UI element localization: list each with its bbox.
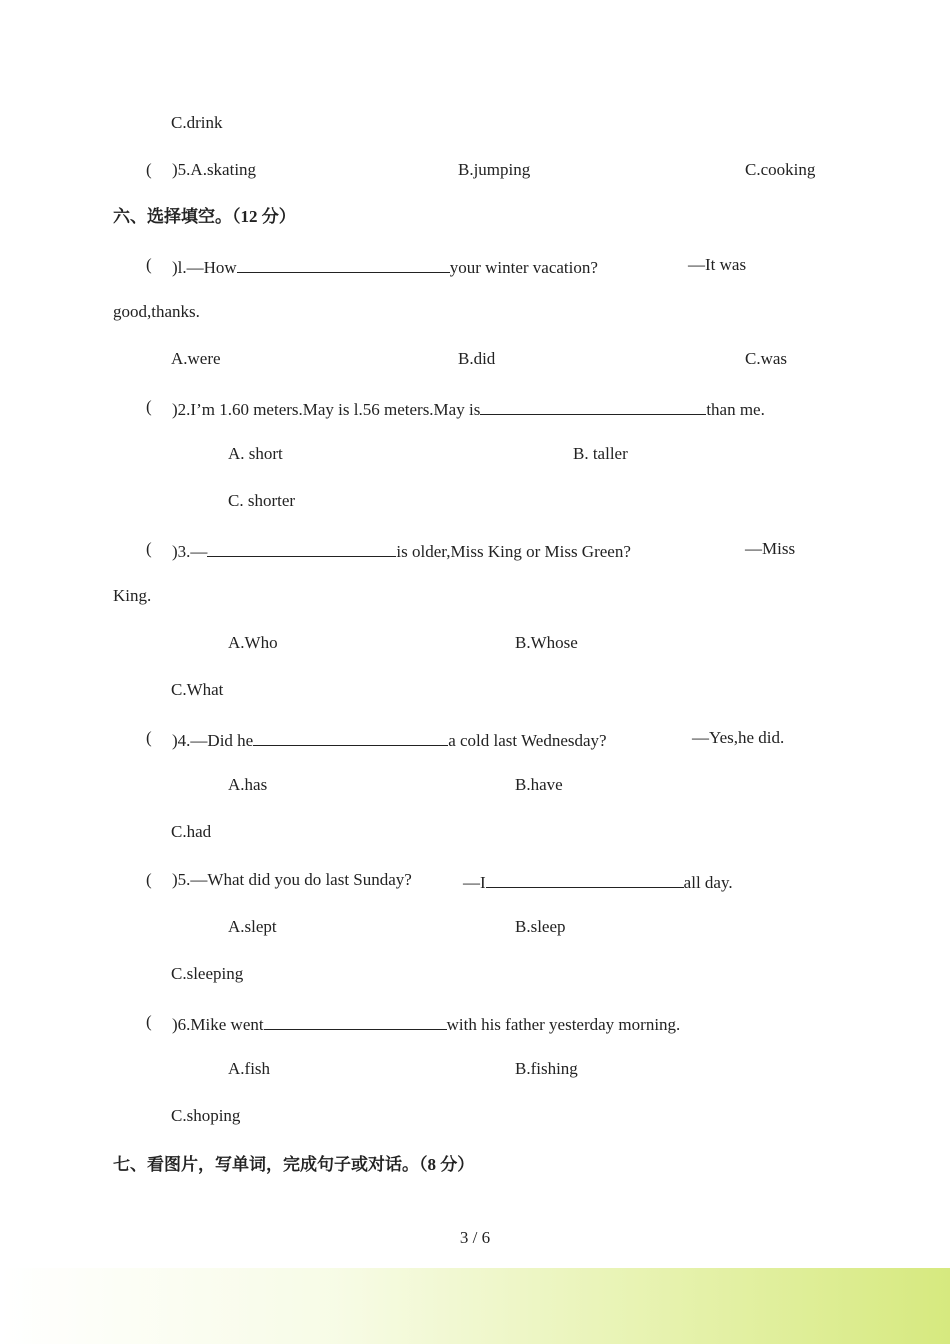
question-line — [172, 397, 765, 420]
reply-text: —Yes,he did. — [692, 728, 785, 747]
option-c: C.What — [171, 680, 224, 699]
option-c: C. shorter — [228, 491, 296, 510]
answer-blank[interactable] — [253, 728, 448, 746]
question-text: )5.—What did you do last Sunday? — [172, 870, 412, 889]
question-text: )l.—How — [172, 258, 237, 277]
question-text: —I — [463, 873, 486, 892]
question-line — [463, 870, 733, 893]
question-text: than me. — [706, 400, 765, 419]
question-text: )4.—Did he — [172, 731, 254, 750]
question-text: )5.A.skating — [172, 160, 257, 179]
option-a: A.were — [171, 349, 221, 368]
question-text: )3.— — [172, 542, 208, 561]
option-b: B. taller — [573, 444, 628, 463]
option-a: A.fish — [228, 1059, 271, 1078]
answer-paren: ( — [146, 160, 152, 179]
option-b: B.did — [458, 349, 496, 368]
answer-paren: ( — [146, 397, 152, 416]
option-a: A.has — [228, 775, 268, 794]
question-line — [172, 728, 607, 751]
option-c: C.sleeping — [171, 964, 244, 983]
option-b: B.Whose — [515, 633, 578, 652]
page-number: 3 / 6 — [459, 1228, 491, 1247]
footer-gradient-band — [0, 1268, 950, 1344]
question-line — [172, 255, 598, 278]
option-c: C.drink — [171, 113, 223, 132]
reply-continuation: good,thanks. — [113, 302, 200, 321]
answer-blank[interactable] — [480, 397, 706, 415]
answer-paren: ( — [146, 255, 152, 274]
answer-paren: ( — [146, 539, 152, 558]
answer-paren: ( — [146, 870, 152, 889]
reply-text: —Miss — [745, 539, 796, 558]
option-a: A.Who — [228, 633, 278, 652]
question-text: )6.Mike went — [172, 1015, 264, 1034]
answer-paren: ( — [146, 1012, 152, 1031]
option-b: B.jumping — [458, 160, 531, 179]
option-a: A.slept — [228, 917, 277, 936]
answer-paren: ( — [146, 728, 152, 747]
option-c: C.had — [171, 822, 212, 841]
question-text: your winter vacation? — [449, 258, 598, 277]
answer-blank[interactable] — [207, 539, 396, 557]
option-a: A. short — [228, 444, 283, 463]
option-b: B.have — [515, 775, 563, 794]
option-b: B.fishing — [515, 1059, 578, 1078]
question-text: with his father yesterday morning. — [446, 1015, 681, 1034]
question-line — [172, 539, 631, 562]
question-text: )2.I’m 1.60 meters.May is l.56 meters.May is — [172, 400, 481, 419]
answer-blank[interactable] — [264, 1012, 447, 1030]
answer-blank[interactable] — [237, 255, 450, 273]
option-c: C.cooking — [745, 160, 816, 179]
reply-continuation: King. — [113, 586, 152, 605]
option-b: B.sleep — [515, 917, 566, 936]
reply-text: —It was — [688, 255, 747, 274]
question-line — [172, 1012, 680, 1035]
option-c: C.was — [745, 349, 788, 368]
section-title: 六、选择填空。（12 分） — [113, 207, 296, 226]
option-c: C.shoping — [171, 1106, 241, 1125]
question-text: is older,Miss King or Miss Green? — [396, 542, 631, 561]
section-title: 七、看图片，写单词，完成句子或对话。（8 分） — [113, 1155, 475, 1174]
answer-blank[interactable] — [486, 870, 684, 888]
question-text: a cold last Wednesday? — [448, 731, 607, 750]
question-text: all day. — [683, 873, 733, 892]
